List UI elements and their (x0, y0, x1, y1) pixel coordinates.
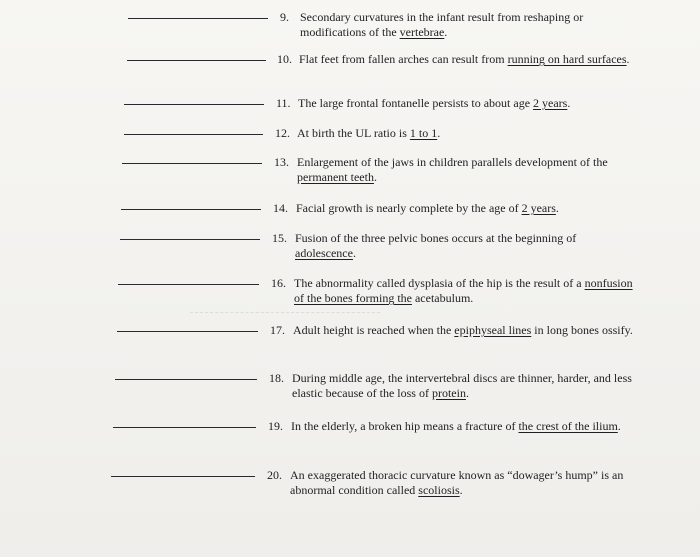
question-number: 16. (271, 276, 286, 290)
question-text (295, 231, 635, 261)
answer-underlined: adolescence (295, 246, 353, 260)
question-number: 20. (267, 468, 282, 482)
question-number: 15. (272, 231, 287, 245)
question-text-fragment: At birth the UL ratio is (297, 126, 410, 140)
question-text-fragment: . (626, 52, 630, 66)
question-text-fragment: acetabulum. (411, 291, 474, 305)
question-text-fragment: The abnormality called dysplasia of the hip is the result of a (294, 276, 585, 290)
answer-blank[interactable] (111, 476, 255, 477)
question-text (292, 371, 632, 401)
question-text-fragment: Flat feet from fallen arches can result from (299, 52, 508, 66)
answer-underlined: scoliosis (418, 483, 460, 497)
answer-underlined: 1 to 1 (409, 126, 438, 140)
question-text-fragment: An exaggerated thoracic curvature known as “dowager’s hump” is an abnormal condition called (290, 468, 624, 497)
answer-blank[interactable] (120, 239, 260, 240)
question-text-fragment: . (459, 483, 463, 497)
answer-blank[interactable] (128, 18, 268, 19)
answer-blank[interactable] (117, 331, 258, 332)
question-text-fragment: . (373, 170, 377, 184)
question-text-fragment: Enlargement of the jaws in children parallels development of the (297, 155, 608, 169)
answer-blank[interactable] (118, 284, 259, 285)
question-text-fragment: . (567, 96, 571, 110)
question-text-fragment: Adult height is reached when the (293, 323, 455, 337)
question-text-fragment: . (444, 25, 448, 39)
answer-blank[interactable] (124, 134, 263, 135)
question-text (291, 419, 631, 434)
answer-blank[interactable] (121, 209, 261, 210)
question-text (300, 10, 640, 40)
question-text (293, 323, 633, 338)
question-number: 18. (269, 371, 284, 385)
answer-underlined: 2 years (533, 96, 568, 110)
question-number: 14. (273, 201, 288, 215)
question-text-fragment: . (617, 419, 621, 433)
question-text (299, 52, 639, 67)
question-number: 19. (268, 419, 283, 433)
question-text-fragment: . (352, 246, 356, 260)
answer-blank[interactable] (127, 60, 266, 61)
question-text (297, 126, 637, 141)
question-text (290, 468, 630, 498)
answer-underlined: running on hard surfaces (507, 52, 627, 66)
question-text-fragment: . (555, 201, 559, 215)
answer-blank[interactable] (113, 427, 256, 428)
answer-blank[interactable] (124, 104, 264, 105)
answer-blank[interactable] (122, 163, 262, 164)
answer-blank[interactable] (115, 379, 257, 380)
question-number: 9. (280, 10, 289, 24)
question-text-fragment: in long bones ossify. (531, 323, 633, 337)
question-number: 17. (270, 323, 285, 337)
question-text-fragment: The large frontal fontanelle persists to about age (298, 96, 534, 110)
answer-underlined: permanent teeth (297, 170, 374, 184)
question-text-fragment: In the elderly, a broken hip means a fracture of (291, 419, 519, 433)
answer-underlined: epiphyseal lines (454, 323, 532, 337)
question-number: 13. (274, 155, 289, 169)
answer-underlined: vertebrae (399, 25, 445, 39)
question-text (297, 155, 637, 185)
question-text-fragment: Secondary curvatures in the infant result from reshaping or modifications of the (300, 10, 584, 39)
answer-underlined: the crest of the ilium (518, 419, 618, 433)
answer-underlined: nonfusion of the bones forming the (294, 276, 633, 305)
question-text-fragment: Facial growth is nearly complete by the age of (296, 201, 522, 215)
question-text (294, 276, 634, 306)
paper-crease (190, 312, 380, 313)
question-number: 10. (277, 52, 292, 66)
question-text-fragment: . (437, 126, 441, 140)
question-number: 11. (276, 96, 291, 110)
question-text-fragment: Fusion of the three pelvic bones occurs at the beginning of (295, 231, 577, 245)
question-text (296, 201, 636, 216)
question-text (298, 96, 638, 111)
answer-underlined: protein (431, 386, 466, 400)
answer-underlined: 2 years (521, 201, 556, 215)
question-number: 12. (275, 126, 290, 140)
question-text-fragment: During middle age, the intervertebral discs are thinner, harder, and less elastic because of the loss of (292, 371, 632, 400)
question-text-fragment: . (465, 386, 469, 400)
